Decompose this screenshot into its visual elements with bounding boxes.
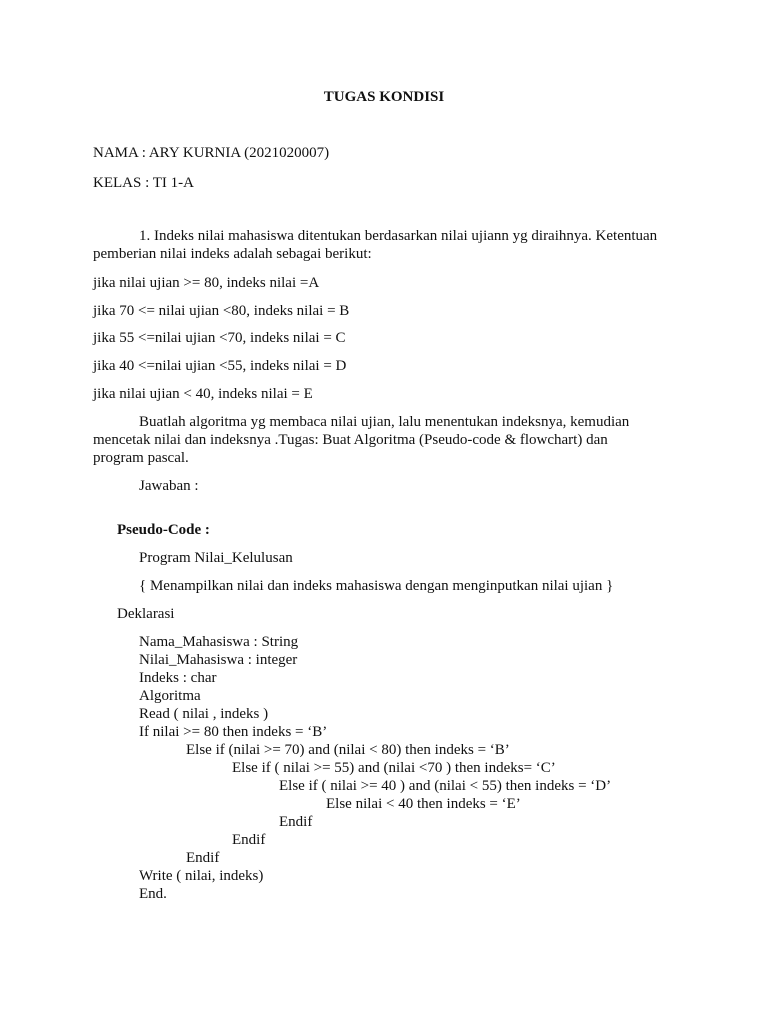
code-line: Else if (nilai >= 70) and (nilai < 80) then indeks = ‘B’	[186, 742, 510, 758]
code-line: Read ( nilai , indeks )	[139, 706, 269, 722]
rule-item: jika 70 <= nilai ujian <80, indeks nilai = B	[93, 303, 350, 319]
question-intro-line1: 1. Indeks nilai mahasiswa ditentukan berdasarkan nilai ujiann yg diraihnya. Ketentuan	[139, 228, 658, 244]
code-line: End.	[139, 886, 167, 902]
code-line: Else nilai < 40 then indeks = ‘E’	[326, 796, 521, 812]
rule-item: jika nilai ujian < 40, indeks nilai = E	[93, 386, 313, 402]
rule-item: jika nilai ujian >= 80, indeks nilai =A	[93, 275, 320, 291]
code-line: Indeks : char	[139, 670, 217, 686]
task-line3: program pascal.	[93, 450, 189, 466]
deklarasi-label: Deklarasi	[117, 606, 175, 622]
code-line: Else if ( nilai >= 40 ) and (nilai < 55) then indeks = ‘D’	[279, 778, 612, 794]
task-line1: Buatlah algoritma yg membaca nilai ujian, lalu menentukan indeksnya, kemudian	[139, 414, 630, 430]
code-line: Nama_Mahasiswa : String	[139, 634, 299, 650]
program-comment: { Menampilkan nilai dan indeks mahasiswa dengan menginputkan nilai ujian }	[139, 578, 614, 594]
code-line: Nilai_Mahasiswa : integer	[139, 652, 298, 668]
student-class: KELAS : TI 1-A	[93, 175, 194, 191]
code-line: Endif	[186, 850, 220, 866]
document-title: TUGAS KONDISI	[323, 89, 445, 105]
code-line: Else if ( nilai >= 55) and (nilai <70 ) then indeks= ‘C’	[232, 760, 556, 776]
program-name: Program Nilai_Kelulusan	[139, 550, 293, 566]
question-intro-line2: pemberian nilai indeks adalah sebagai berikut:	[93, 246, 372, 262]
answer-label: Jawaban :	[139, 478, 199, 494]
rule-item: jika 40 <=nilai ujian <55, indeks nilai = D	[93, 358, 347, 374]
pseudocode-heading: Pseudo-Code :	[117, 522, 210, 538]
code-line: Write ( nilai, indeks)	[139, 868, 264, 884]
student-name: NAMA : ARY KURNIA (2021020007)	[93, 145, 330, 161]
code-line: Endif	[232, 832, 266, 848]
code-line: Algoritma	[139, 688, 201, 704]
code-line: If nilai >= 80 then indeks = ‘B’	[139, 724, 328, 740]
rule-item: jika 55 <=nilai ujian <70, indeks nilai = C	[93, 330, 346, 346]
task-line2: mencetak nilai dan indeksnya .Tugas: Buat Algoritma (Pseudo-code & flowchart) dan	[93, 432, 608, 448]
code-line: Endif	[279, 814, 313, 830]
